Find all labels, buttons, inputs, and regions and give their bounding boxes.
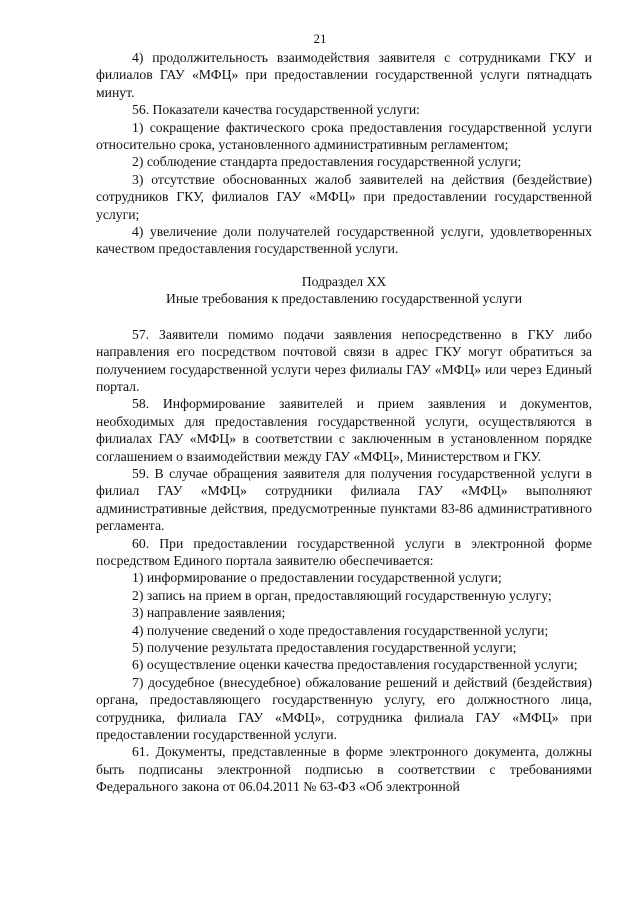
subsection-title: Подраздел XX [301,273,387,289]
paragraph: 1) сокращение фактического срока предоставления государственной услуги относительно срока, установленного административным регламентом; [96,119,592,153]
paragraph: 2) запись на прием в орган, предоставляющий государственную услугу; [132,587,552,603]
paragraph: 4) получение сведений о ходе предоставления государственной услуги; [132,622,549,638]
paragraph: 5) получение результата предоставления государственной услуги; [132,640,517,655]
paragraph: 56. Показатели качества государственной услуги: [132,102,420,118]
page-number: 21 [313,31,327,46]
paragraph: 1) информирование о предоставлении государственной услуги; [132,570,502,586]
paragraph: 3) направление заявления; [132,605,286,621]
paragraph: 7) досудебное (внесудебное) обжалование решений и действий (бездействия) органа, предоставляющего государственную услугу, его должностного лица, сотрудника, филиала ГАУ «МФЦ», сотрудника филиала ГАУ «МФЦ» при предоставлении государственной услуги. [96,674,592,743]
paragraph: 57. Заявители помимо подачи заявления непосредственно в ГКУ либо направления его посредством почтовой связи в адрес ГКУ могут обратиться за получением государственной услуги через филиалы ГАУ «МФЦ» или через Единый портал. [96,326,592,394]
document-body [96,49,592,796]
paragraph: 61. Документы, представленные в форме электронного документа, должны быть подписаны электронной подписью в соответствии с требованиями Федерального закона от 06.04.2011 № 63-ФЗ «Об электронной [96,744,592,795]
paragraph: 4) увеличение доли получателей государственной услуги, удовлетворенных качеством предоставления государственной услуги. [96,224,592,257]
paragraph: 4) продолжительность взаимодействия заявителя с сотрудниками ГКУ и филиалов ГАУ «МФЦ» при предоставлении государственной услуги пятнадцать минут. [96,50,592,100]
paragraph: 58. Информирование заявителей и прием заявления и документов, необходимых для предоставления государственной услуги, осуществляются в филиалах ГАУ «МФЦ» в соответствии с заключенным в установленном порядке соглашением о взаимодействии между ГАУ «МФЦ», Министерством и ГКУ. [96,396,592,464]
paragraph: 3) отсутствие обоснованных жалоб заявителей на действия (бездействие) сотрудников ГКУ, филиалов ГАУ «МФЦ» при предоставлении государственной услуги; [96,171,592,222]
paragraph: 2) соблюдение стандарта предоставления государственной услуги; [132,154,522,170]
paragraph: 60. При предоставлении государственной услуги в электронной форме посредством Единого портала заявителю обеспечивается: [96,535,592,568]
subsection-name: Иные требования к предоставлению государственной услуги [165,291,523,307]
paragraph: 6) осуществление оценки качества предоставления государственной услуги; [132,657,578,673]
paragraph: 59. В случае обращения заявителя для получения государственной услуги в филиал ГАУ «МФЦ» сотрудники филиала ГАУ «МФЦ» выполняют административные действия, предусмотренные пунктами 83-86 административного регламента. [96,465,592,534]
